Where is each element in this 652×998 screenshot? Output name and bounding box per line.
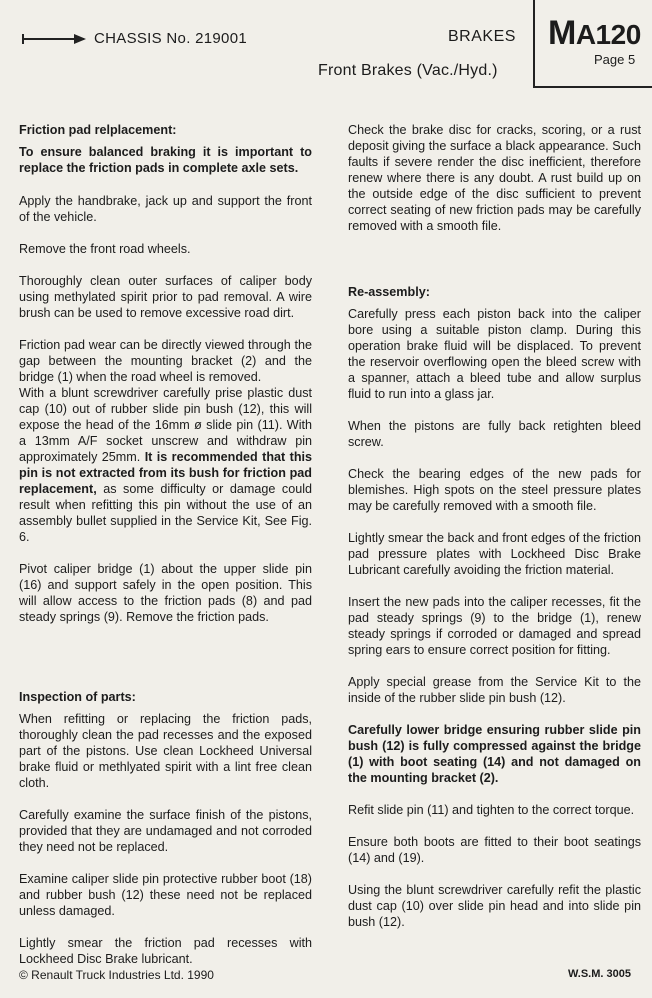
- paragraph-pivot: Pivot caliper bridge (1) about the upper slide pin (16) and support safely in the open position. This will allow access to the friction pads (8) and pad steady springs (9). Remove the friction pads.: [19, 562, 312, 624]
- page-subtitle: Front Brakes (Vac./Hyd.): [318, 62, 498, 79]
- paragraph-disc: Check the brake disc for cracks, scoring, or a rust deposit giving the surface a black appearance. Such faults if severe render the disc inefficient, therefore renew where there is any doubt. A rust build up on the outside edge of the disc sufficient to prevent correct seating of new friction pads may be carefully removed with a smooth file.: [348, 123, 641, 233]
- paragraph-press: Carefully press each piston back into the caliper bore using a suitable piston clamp. During this operation brake fluid will be displaced. To prevent the reservoir overflowing open the bleed screw with a spanner, attach a bleed tube and allow surplus fluid to run into a glass jar.: [348, 307, 641, 401]
- paragraph-bearing: Check the bearing edges of the new pads for blemishes. High spots on the steel pressure plates may be carefully removed with a smooth file.: [348, 467, 641, 513]
- section-title: BRAKES: [448, 28, 516, 45]
- paragraph-refit: When refitting or replacing the friction pads, thoroughly clean the pad recesses and the exposed part of the pistons. Use clean Lockheed Universal brake fluid or methlyated spirit with a lint free clean cloth.: [19, 712, 312, 790]
- paragraph-wheels: Remove the front road wheels.: [19, 242, 191, 256]
- paragraph-boots: Ensure both boots are fitted to their boot seatings (14) and (19).: [348, 835, 641, 865]
- slide-pin-text-end: as some difficulty or damage could result when refitting this pin without the use of an assembly bullet supplied in the Service Kit, See Fig. 6.: [19, 482, 313, 544]
- page-number: Page 5: [594, 52, 636, 67]
- chassis-label: [22, 30, 247, 47]
- paragraph-boot: Examine caliper slide pin protective rubber boot (18) and rubber bush (12) these need not be replaced unless damaged.: [19, 872, 312, 918]
- inspection-heading: Inspection of parts:: [19, 690, 136, 704]
- paragraph-grease: Apply special grease from the Service Kit to the inside of the rubber slide pin bush (12).: [348, 675, 641, 705]
- chassis-number: CHASSIS No. 219001: [94, 30, 247, 47]
- paragraph-handbrake: Apply the handbrake, jack up and support the front of the vehicle.: [19, 194, 312, 224]
- paragraph-wear: Friction pad wear can be directly viewed through the gap between the mounting bracket (2) and the bridge (1) when the road wheel is removed.: [19, 338, 312, 384]
- manual-code: [548, 14, 641, 53]
- copyright: © Renault Truck Industries Ltd. 1990: [19, 968, 214, 982]
- slide-pin-warning: It is recommended that this pin is not extracted from its bush for friction pad replacement,: [19, 450, 313, 496]
- reassembly-heading: Re-assembly:: [348, 285, 430, 299]
- paragraph-lower-bridge: Carefully lower bridge ensuring rubber slide pin bush (12) is fully compressed against the bridge (1) with boot seating (14) and not damaged on the mounting bracket (2).: [348, 723, 641, 785]
- paragraph-lubricant: Lightly smear the friction pad recesses with Lockheed Disc Brake lubricant.: [19, 936, 312, 966]
- paragraph-insert: Insert the new pads into the caliper recesses, fit the pad steady springs (9) to the bridge (1), renew steady springs if corroded or damaged and spread spring ears to ensure correct position for fitting.: [348, 595, 641, 657]
- manual-code-number: A120: [575, 19, 641, 50]
- slide-pin-text: With a blunt screwdriver carefully prise plastic dust cap (10) out of rubber slide pin bush (12), this will expose the head of the 16mm ø slide pin (11). With a 13mm A/F socket unscrew and withdraw pin approximately 25mm.: [19, 386, 312, 464]
- paragraph-dustcap: Using the blunt screwdriver carefully refit the plastic dust cap (10) over slide pin head and into slide pin bush (12).: [348, 883, 641, 929]
- paragraph-clean: Thoroughly clean outer surfaces of caliper body using methylated spirit prior to pad removal. A wire brush can be used to remove excessive road dirt.: [19, 274, 312, 320]
- header-divider-vertical: [533, 0, 535, 88]
- paragraph-pistons: Carefully examine the surface finish of the pistons, provided that they are undamaged and not corroded they need not be replaced.: [19, 808, 312, 854]
- paragraph-smear: Lightly smear the back and front edges of the friction pad pressure plates with Lockheed Disc Brake Lubricant carefully avoiding the friction material.: [348, 531, 641, 577]
- paragraph-slide-pin: [19, 385, 312, 545]
- manual-code-letter: M: [548, 14, 576, 52]
- arrow-right-icon: [22, 32, 88, 46]
- header-divider-horizontal: [533, 86, 652, 88]
- paragraph-retighten: When the pistons are fully back retighten bleed screw.: [348, 419, 641, 449]
- paragraph-refit-pin: Refit slide pin (11) and tighten to the correct torque.: [348, 803, 635, 817]
- left-column: [19, 122, 312, 967]
- wsm-number: W.S.M. 3005: [568, 968, 631, 980]
- friction-heading: Friction pad relplacement:: [19, 123, 177, 137]
- friction-intro: To ensure balanced braking it is important to replace the friction pads in complete axle sets.: [19, 145, 312, 175]
- right-column: [348, 122, 641, 930]
